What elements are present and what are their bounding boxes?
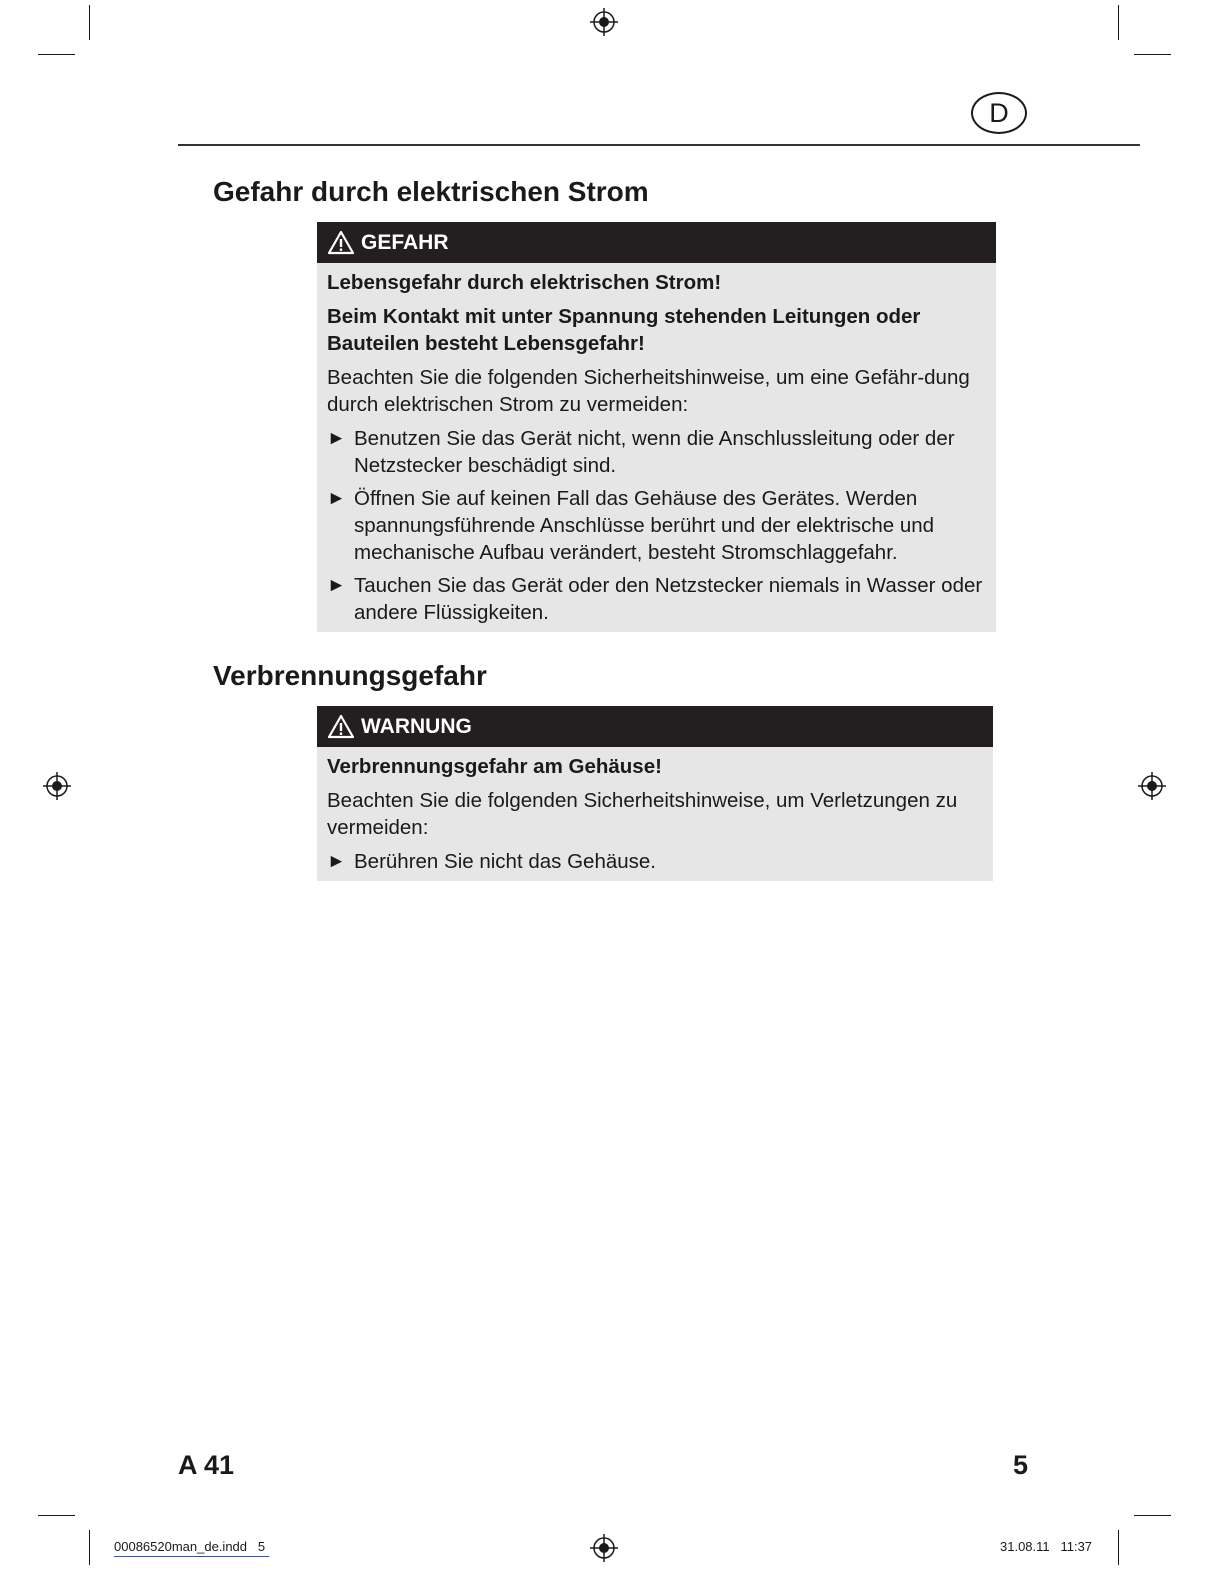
triangle-arrow-icon: ► — [327, 428, 346, 449]
warning-intro: Beachten Sie die folgenden Sicherheitshinweise, um Verletzungen zu vermeiden: — [327, 789, 958, 839]
list-item-text: Benutzen Sie das Gerät nicht, wenn die Anschlussleitung oder der Netzstecker beschädigt sind. — [354, 427, 955, 477]
crop-mark — [1118, 1530, 1119, 1565]
list-item — [327, 425, 984, 479]
warning-box-header — [317, 706, 993, 747]
danger-subheadline: Beim Kontakt mit unter Spannung stehenden Leitungen oder Bauteilen besteht Lebensgefahr! — [327, 305, 921, 355]
list-item — [327, 572, 984, 626]
list-item — [327, 485, 984, 566]
list-item — [327, 848, 981, 875]
warning-headline: Verbrennungsgefahr am Gehäuse! — [327, 755, 662, 778]
list-item-text: Tauchen Sie das Gerät oder den Netzstecker niemals in Wasser oder andere Flüssigkeiten. — [354, 574, 983, 624]
danger-box-header — [317, 222, 996, 263]
danger-box-body — [317, 263, 996, 632]
warning-box-body — [317, 747, 993, 881]
warning-triangle-icon — [327, 230, 355, 255]
crop-mark — [89, 5, 90, 40]
crop-mark — [38, 1515, 75, 1516]
slug-underline — [114, 1556, 269, 1557]
crop-mark — [1134, 1515, 1171, 1516]
crop-mark — [1134, 54, 1171, 55]
warning-box — [317, 706, 993, 881]
header-rule — [178, 144, 1140, 146]
list-item-text: Berühren Sie nicht das Gehäuse. — [354, 850, 656, 873]
triangle-arrow-icon: ► — [327, 851, 346, 872]
danger-label: GEFAHR — [361, 230, 449, 254]
warning-label: WARNUNG — [361, 714, 472, 738]
page-number: 5 — [1013, 1450, 1029, 1480]
crop-mark — [89, 1530, 90, 1565]
danger-intro: Beachten Sie die folgenden Sicherheitshinweise, um eine Gefähr-dung durch elektrischen Strom zu vermeiden: — [327, 366, 970, 416]
registration-mark-icon — [1137, 771, 1167, 801]
slug-file: 00086520man_de.indd 5 — [114, 1539, 266, 1554]
warning-triangle-icon — [327, 714, 355, 739]
section-title-burn: Verbrennungsgefahr — [213, 660, 487, 691]
triangle-arrow-icon: ► — [327, 575, 346, 596]
danger-box — [317, 222, 996, 632]
model-label: A 41 — [178, 1450, 235, 1480]
section-title-electric: Gefahr durch elektrischen Strom — [213, 176, 649, 207]
language-badge: D — [971, 92, 1027, 134]
crop-mark — [38, 54, 75, 55]
registration-mark-icon — [42, 771, 72, 801]
registration-mark-icon — [589, 1533, 619, 1563]
registration-mark-icon — [589, 7, 619, 37]
slug-date: 31.08.11 11:37 — [1000, 1539, 1093, 1554]
triangle-arrow-icon: ► — [327, 488, 346, 509]
danger-headline: Lebensgefahr durch elektrischen Strom! — [327, 271, 722, 294]
list-item-text: Öffnen Sie auf keinen Fall das Gehäuse des Gerätes. Werden spannungsführende Anschlüsse berührt und der elektrische und mechanische Aufbau verändert, besteht Stromschlaggefahr. — [354, 487, 935, 564]
crop-mark — [1118, 5, 1119, 40]
